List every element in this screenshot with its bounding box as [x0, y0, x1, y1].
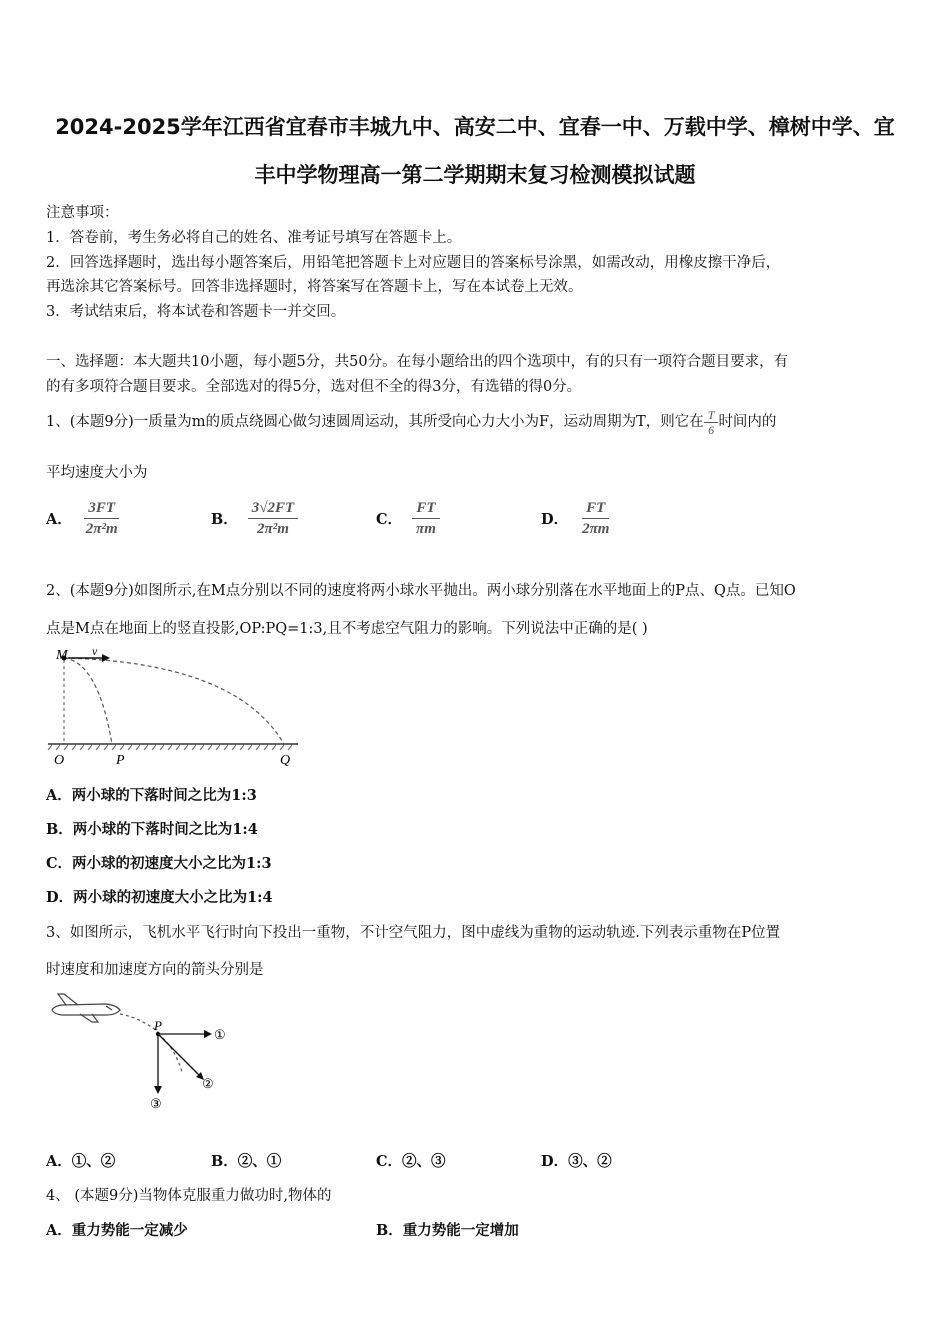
- notice-heading: 注意事项：: [46, 205, 119, 221]
- q3-label-p: P: [154, 1018, 162, 1033]
- q1-option-b-num: 3√2FT: [248, 498, 298, 519]
- q3-label-2: ②: [202, 1076, 214, 1091]
- q2-label-p: P: [116, 753, 125, 768]
- q3-label-3: ③: [150, 1096, 162, 1111]
- q1-option-c-fraction: [412, 498, 440, 539]
- q2-label-q: Q: [280, 753, 291, 768]
- q1-option-c-label: C．: [376, 511, 403, 528]
- q3-option-c[interactable]: C．②、③: [376, 1153, 446, 1170]
- q3-stem-line2: 时速度和加速度方向的箭头分别是: [46, 962, 264, 978]
- q1-stem-text-a: 1、(本题9分)一质量为m的质点绕圆心做匀速圆周运动，其所受向心力大小为F，运动周期为T，则它在: [46, 414, 704, 430]
- q3-airplane-figure: [46, 988, 246, 1118]
- q2-option-c[interactable]: C．两小球的初速度大小之比为1:3: [46, 855, 272, 872]
- q1-option-b-fraction: [248, 498, 298, 539]
- q2-projectile-figure: [46, 646, 306, 770]
- q3-arrow-1: [158, 1030, 212, 1038]
- q1-option-c-den: πm: [416, 521, 436, 537]
- q1-option-a-label: A．: [46, 511, 72, 528]
- q2-trajectory-q: [64, 658, 284, 744]
- q2-ground: [48, 744, 298, 750]
- q1-option-a-num: 3FT: [84, 498, 119, 519]
- q4-stem: 4、 (本题9分)当物体克服重力做功时,物体的: [46, 1188, 332, 1204]
- q3-option-b[interactable]: B．②、①: [211, 1153, 282, 1170]
- notice-item-2a: 2．回答选择题时，选出每小题答案后，用铅笔把答题卡上对应题目的答案标号涂黑，如需改动，用橡皮擦干净后，: [46, 255, 781, 271]
- q2-label-o: O: [54, 753, 65, 768]
- q4-option-b[interactable]: B．重力势能一定增加: [376, 1222, 519, 1239]
- q1-stem-text-b: 时间内的: [718, 414, 777, 430]
- notice-item-1: 1．答卷前，考生务必将自己的姓名、准考证号填写在答题卡上。: [46, 230, 462, 246]
- q1-option-c-num: FT: [412, 498, 439, 519]
- q2-trajectory-p: [64, 658, 112, 744]
- q1-option-b-label: B．: [211, 511, 238, 528]
- section-header-line2: 的有多项符合题目要求。全部选对的得5分，选对但不全的得3分，有选错的得0分。: [46, 379, 582, 395]
- q2-label-m: M: [56, 648, 68, 663]
- q1-option-d[interactable]: [541, 498, 613, 539]
- q3-stem-line1: 3、如图所示，飞机水平飞行时向下投出一重物，不计空气阻力，图中虚线为重物的运动轨迹.下列表示重物在P位置: [46, 925, 781, 941]
- q3-arrow-2: [158, 1034, 204, 1080]
- q1-fraction: [704, 408, 719, 437]
- q2-option-a[interactable]: A．两小球的下落时间之比为1:3: [46, 787, 257, 804]
- q2-stem-line2: 点是M点在地面上的竖直投影,OP:PQ=1:3,且不考虑空气阻力的影响。下列说法中正确的是( ): [46, 621, 648, 637]
- q1-option-a-den: 2π²m: [85, 521, 118, 537]
- q1-option-b[interactable]: [211, 498, 298, 539]
- page-title-line2: 丰中学物理高一第二学期期末复习检测模拟试题: [254, 163, 696, 187]
- q1-stem: [46, 402, 776, 442]
- q3-trajectory-before: [120, 1014, 158, 1032]
- q1-stem-continued: 平均速度大小为: [46, 465, 148, 481]
- q1-frac-den: 6: [708, 422, 715, 437]
- q2-option-d[interactable]: D．两小球的初速度大小之比为1:4: [46, 889, 273, 906]
- q2-label-v: v: [92, 646, 98, 658]
- q4-option-a[interactable]: A．重力势能一定减少: [46, 1222, 188, 1239]
- notice-item-2b: 再选涂其它答案标号。回答非选择题时，将答案写在答题卡上，写在本试卷上无效。: [46, 279, 583, 295]
- notice-item-3: 3．考试结束后，将本试卷和答题卡一并交回。: [46, 304, 346, 320]
- q1-option-c[interactable]: [376, 498, 440, 539]
- q2-stem-line1: 2、(本题9分)如图所示,在M点分别以不同的速度将两小球水平抛出。两小球分别落在水平地面上的P点、Q点。已知O: [46, 583, 796, 599]
- q1-option-b-den: 2π²m: [257, 521, 289, 537]
- q1-option-d-fraction: [578, 498, 613, 539]
- q3-trajectory-after: [158, 1034, 182, 1072]
- section-header-line1: 一、选择题：本大题共10小题，每小题5分，共50分。在每小题给出的四个选项中，有的只有一项符合题目要求，有: [46, 354, 789, 370]
- airplane-icon: [52, 994, 120, 1022]
- q3-option-d[interactable]: D．③、②: [541, 1153, 612, 1170]
- q1-frac-num: T: [704, 408, 719, 423]
- q1-option-a-fraction: [82, 498, 122, 539]
- q1-option-d-label: D．: [541, 511, 569, 528]
- q3-arrow-3: [154, 1034, 162, 1094]
- q3-label-1: ①: [214, 1027, 226, 1042]
- q1-option-d-num: FT: [582, 498, 609, 519]
- page-title-line1: 2024-2025学年江西省宜春市丰城九中、高安二中、宜春一中、万载中学、樟树中学、宜: [55, 115, 895, 139]
- q3-option-a[interactable]: A．①、②: [46, 1153, 116, 1170]
- q1-option-a[interactable]: [46, 498, 122, 539]
- q1-option-d-den: 2πm: [582, 521, 610, 537]
- q2-option-b[interactable]: B．两小球的下落时间之比为1:4: [46, 821, 258, 838]
